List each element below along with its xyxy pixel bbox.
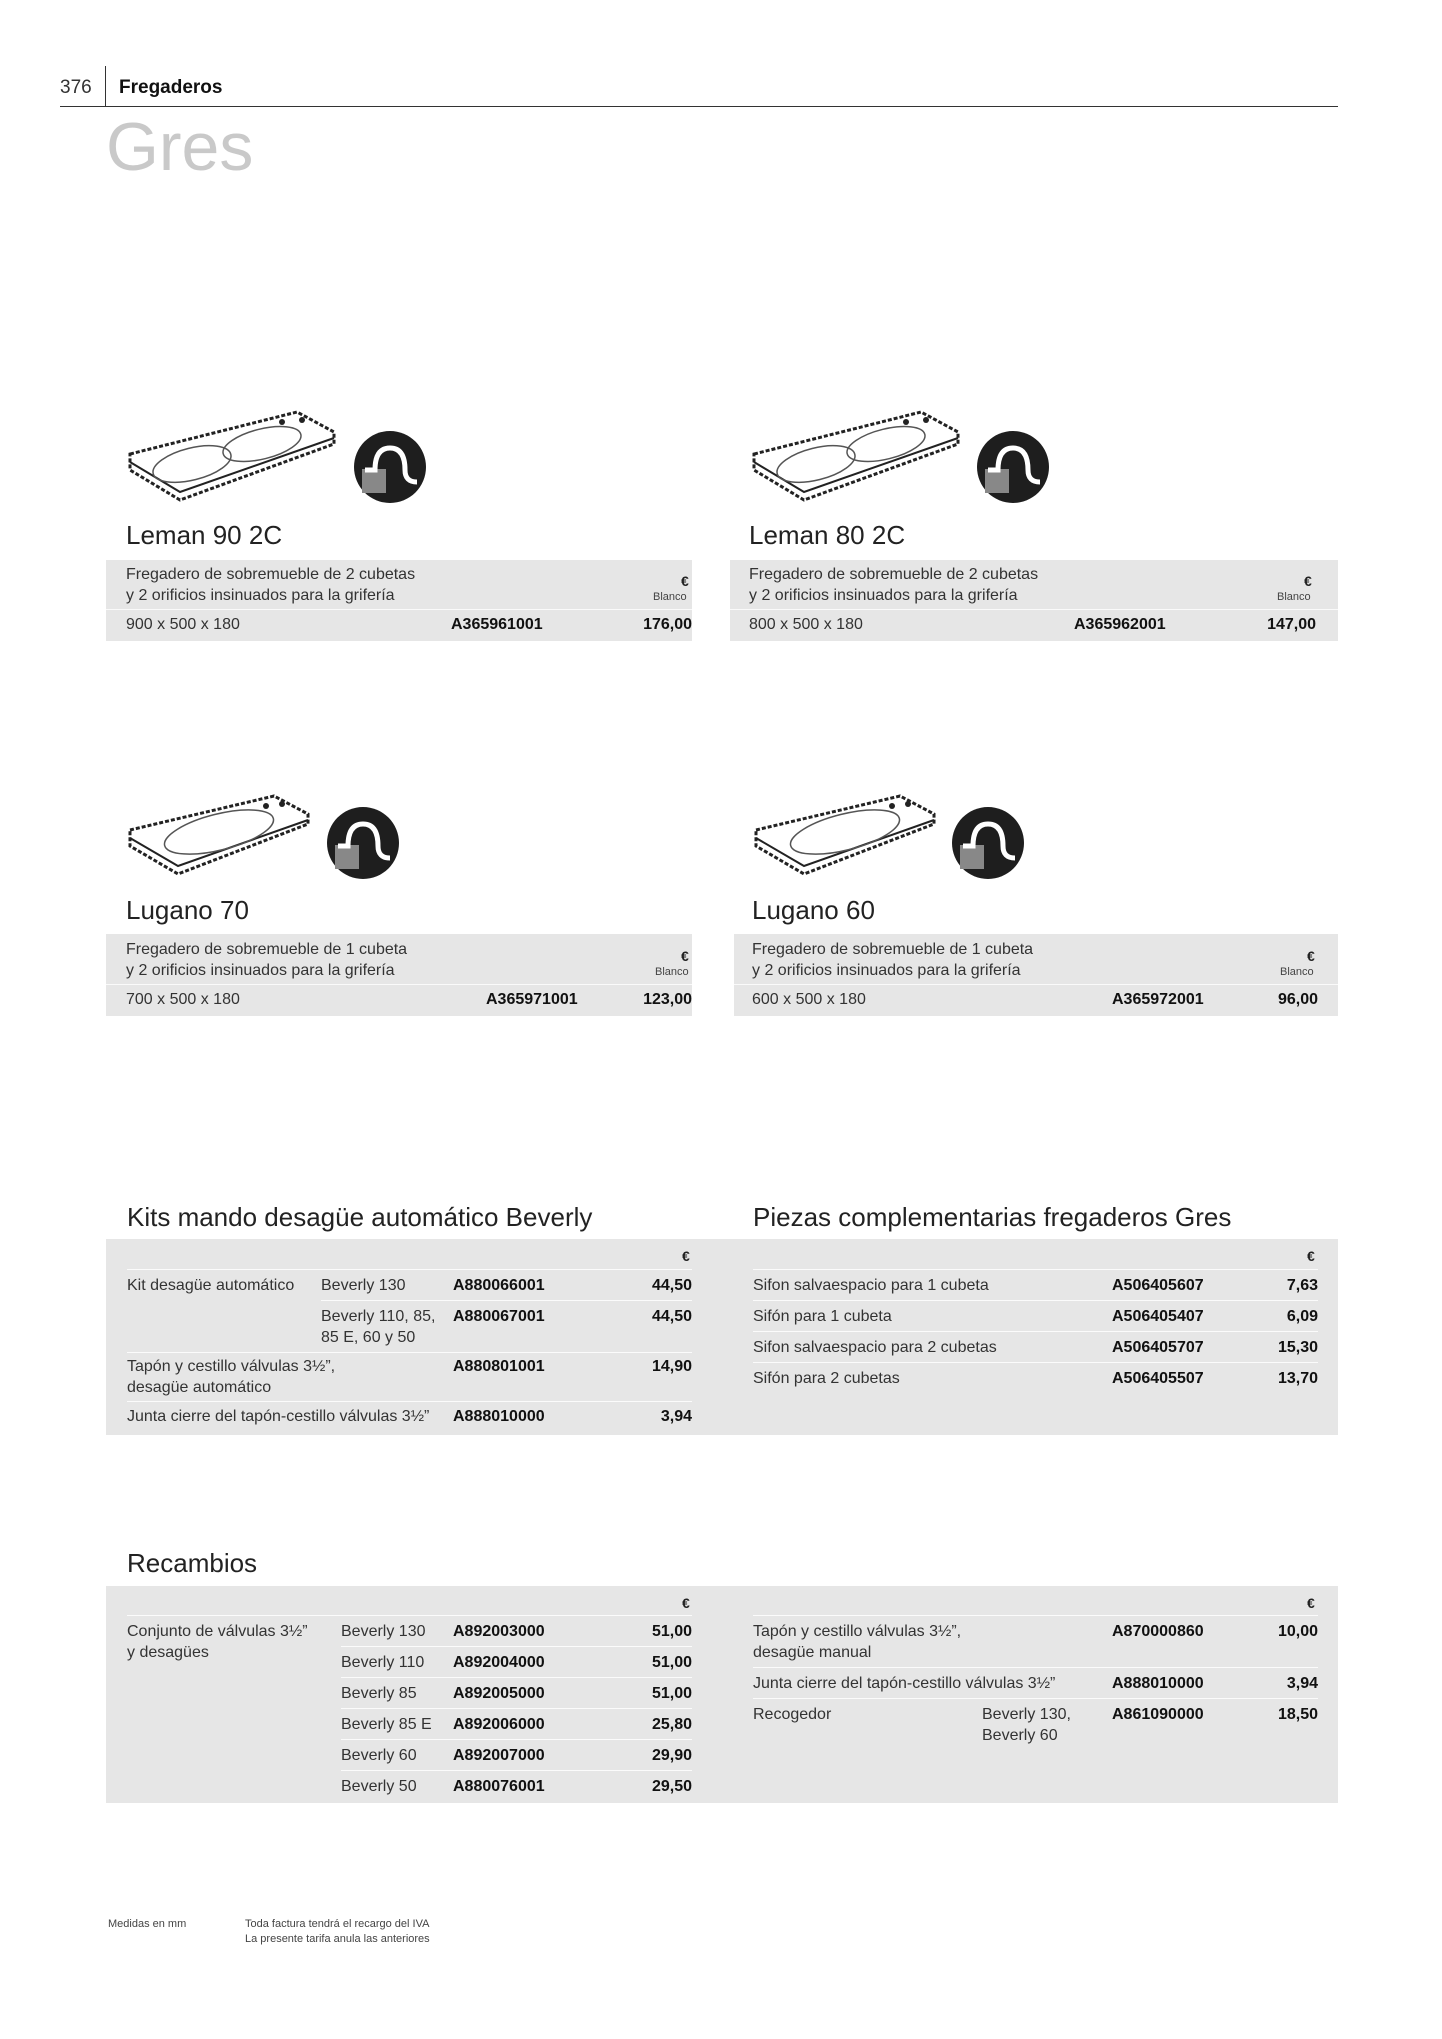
- sink-single-bowl-image: [750, 790, 940, 885]
- table-cell-model: Beverly 50: [341, 1778, 417, 1795]
- row-divider: [753, 1362, 1318, 1363]
- table-cell-reference: A506405707: [1112, 1339, 1204, 1356]
- row-divider: [753, 1667, 1318, 1668]
- table-cell-description: Sifon salvaespacio para 1 cubeta: [753, 1277, 989, 1294]
- currency-label: €: [1307, 948, 1315, 964]
- currency-label: €: [681, 573, 689, 589]
- table-cell-reference: A506405607: [1112, 1277, 1204, 1294]
- table-cell-description: Tapón y cestillo válvulas 3½”,: [127, 1358, 336, 1375]
- row-divider: [753, 1331, 1318, 1332]
- finish-label: Blanco: [1277, 591, 1311, 603]
- product-description-line2: y 2 orificios insinuados para la grifería: [752, 962, 1021, 979]
- row-divider: [127, 1615, 692, 1616]
- product-reference: A365971001: [486, 991, 578, 1008]
- row-divider: [734, 984, 1338, 985]
- table-cell-model: Beverly 110, 85,: [321, 1308, 436, 1325]
- table-cell-price: 10,00: [1277, 1623, 1318, 1640]
- currency-label: €: [1307, 1595, 1315, 1611]
- currency-label: €: [1307, 1248, 1315, 1264]
- product-reference: A365962001: [1074, 616, 1166, 633]
- product-description-line1: Fregadero de sobremueble de 2 cubetas: [749, 566, 1039, 583]
- table-cell-description: Tapón y cestillo válvulas 3½”,: [753, 1623, 962, 1640]
- table-cell-reference: A892006000: [453, 1716, 545, 1733]
- row-divider: [341, 1708, 692, 1709]
- row-divider: [341, 1739, 692, 1740]
- product-reference: A365961001: [451, 616, 543, 633]
- table-cell-model: Beverly 130: [321, 1277, 406, 1294]
- header-separator: [105, 66, 106, 106]
- row-divider: [127, 1352, 692, 1353]
- product-price: 96,00: [1277, 991, 1318, 1008]
- row-divider: [106, 609, 692, 610]
- product-description-line2: y 2 orificios insinuados para la grifería: [126, 587, 395, 604]
- footer-note: Toda factura tendrá el recargo del IVA: [245, 1918, 430, 1930]
- table-cell-reference: A880076001: [453, 1778, 545, 1795]
- product-description-line1: Fregadero de sobremueble de 2 cubetas: [126, 566, 416, 583]
- currency-label: €: [1304, 573, 1312, 589]
- table-cell-price: 51,00: [651, 1685, 692, 1702]
- table-cell-description: Junta cierre del tapón-cestillo válvulas 3½”: [127, 1408, 430, 1425]
- sink-double-bowl-image: [746, 404, 966, 514]
- finish-label: Blanco: [1280, 966, 1314, 978]
- product-price: 176,00: [643, 616, 692, 633]
- finish-label: Blanco: [653, 591, 687, 603]
- table-cell-model: Beverly 85 E: [341, 1716, 432, 1733]
- table-cell-price: 6,09: [1286, 1308, 1318, 1325]
- finish-label: Blanco: [655, 966, 689, 978]
- footer-units: Medidas en mm: [108, 1918, 187, 1930]
- table-cell-reference: A506405407: [1112, 1308, 1204, 1325]
- table-cell-model: Beverly 60: [982, 1727, 1058, 1744]
- row-divider: [321, 1300, 692, 1301]
- product-description-line1: Fregadero de sobremueble de 1 cubeta: [126, 941, 408, 958]
- row-divider: [127, 1401, 692, 1402]
- currency-label: €: [681, 948, 689, 964]
- product-dimensions: 600 x 500 x 180: [752, 991, 866, 1008]
- table-cell-price: 3,94: [1286, 1675, 1318, 1692]
- row-divider: [753, 1269, 1318, 1270]
- table-cell-reference: A880067001: [453, 1308, 545, 1325]
- product-name: Lugano 70: [126, 895, 249, 925]
- table-cell-reference: A888010000: [1112, 1675, 1204, 1692]
- table-cell-description: Recogedor: [753, 1706, 832, 1723]
- table-cell-reference: A888010000: [453, 1408, 545, 1425]
- table-cell-description: desagüe automático: [127, 1379, 272, 1396]
- row-divider: [753, 1300, 1318, 1301]
- product-description-line1: Fregadero de sobremueble de 1 cubeta: [752, 941, 1034, 958]
- table-cell-price: 29,50: [651, 1778, 692, 1795]
- table-cell-reference: A892007000: [453, 1747, 545, 1764]
- product-dimensions: 900 x 500 x 180: [126, 616, 240, 633]
- table-cell-description: Conjunto de válvulas 3½”: [127, 1623, 308, 1640]
- row-divider: [753, 1615, 1318, 1616]
- table-cell-price: 15,30: [1277, 1339, 1318, 1356]
- row-divider: [341, 1646, 692, 1647]
- table-cell-reference: A892004000: [453, 1654, 545, 1671]
- table-cell-model: Beverly 85: [341, 1685, 417, 1702]
- table-cell-description: Sifón para 1 cubeta: [753, 1308, 892, 1325]
- table-cell-price: 7,63: [1286, 1277, 1318, 1294]
- product-name: Lugano 60: [752, 895, 875, 925]
- product-dimensions: 700 x 500 x 180: [126, 991, 240, 1008]
- section-title: Fregaderos: [119, 77, 223, 98]
- table-cell-price: 13,70: [1277, 1370, 1318, 1387]
- table-cell-price: 44,50: [651, 1308, 692, 1325]
- table-cell-model: 85 E, 60 y 50: [321, 1329, 416, 1346]
- row-divider: [106, 984, 692, 985]
- spares-table: [106, 1586, 1338, 1803]
- table-cell-model: Beverly 130,: [982, 1706, 1071, 1723]
- product-dimensions: 800 x 500 x 180: [749, 616, 863, 633]
- sink-single-bowl-image: [124, 790, 314, 885]
- table-cell-description: Sifón para 2 cubetas: [753, 1370, 900, 1387]
- row-divider: [341, 1770, 692, 1771]
- currency-label: €: [682, 1248, 690, 1264]
- table-cell-description: desagüe manual: [753, 1644, 872, 1661]
- header-rule: [60, 106, 1338, 107]
- row-divider: [127, 1269, 692, 1270]
- table-cell-price: 29,90: [651, 1747, 692, 1764]
- siphon-icon: [353, 430, 427, 504]
- product-name: Leman 80 2C: [749, 520, 906, 550]
- table-cell-reference: A880066001: [453, 1277, 545, 1294]
- table-cell-reference: A880801001: [453, 1358, 545, 1375]
- table-cell-model: Beverly 130: [341, 1623, 426, 1640]
- kits-section-title: Kits mando desagüe automático Beverly: [127, 1202, 593, 1232]
- table-cell-model: Beverly 60: [341, 1747, 417, 1764]
- table-cell-reference: A892005000: [453, 1685, 545, 1702]
- table-cell-price: 18,50: [1277, 1706, 1318, 1723]
- page-number: 376: [60, 77, 92, 98]
- table-cell-description: y desagües: [127, 1644, 209, 1661]
- siphon-icon: [951, 806, 1025, 880]
- table-cell-description: Junta cierre del tapón-cestillo válvulas 3½”: [753, 1675, 1056, 1692]
- row-divider: [753, 1698, 1318, 1699]
- product-description-line2: y 2 orificios insinuados para la grifería: [749, 587, 1018, 604]
- siphon-icon: [976, 430, 1050, 504]
- product-reference: A365972001: [1112, 991, 1204, 1008]
- table-cell-price: 25,80: [651, 1716, 692, 1733]
- table-cell-price: 44,50: [651, 1277, 692, 1294]
- siphon-icon: [326, 806, 400, 880]
- table-cell-model: Beverly 110: [341, 1654, 425, 1671]
- table-cell-reference: A506405507: [1112, 1370, 1204, 1387]
- table-cell-price: 51,00: [651, 1654, 692, 1671]
- table-cell-description: Kit desagüe automático: [127, 1277, 295, 1294]
- spares-section-title: Recambios: [127, 1548, 258, 1578]
- table-cell-price: 14,90: [651, 1358, 692, 1375]
- page-title: Gres: [106, 109, 254, 185]
- currency-label: €: [682, 1595, 690, 1611]
- table-cell-reference: A892003000: [453, 1623, 545, 1640]
- table-cell-price: 3,94: [660, 1408, 692, 1425]
- product-price: 123,00: [643, 991, 692, 1008]
- sink-double-bowl-image: [122, 404, 342, 514]
- product-price: 147,00: [1267, 616, 1316, 633]
- footer-note: La presente tarifa anula las anteriores: [245, 1933, 430, 1945]
- table-cell-price: 51,00: [651, 1623, 692, 1640]
- product-description-line2: y 2 orificios insinuados para la grifería: [126, 962, 395, 979]
- pieces-section-title: Piezas complementarias fregaderos Gres: [753, 1202, 1232, 1232]
- table-cell-reference: A870000860: [1112, 1623, 1204, 1640]
- table-cell-description: Sifon salvaespacio para 2 cubetas: [753, 1339, 997, 1356]
- row-divider: [341, 1677, 692, 1678]
- product-name: Leman 90 2C: [126, 520, 283, 550]
- row-divider: [730, 609, 1338, 610]
- table-cell-reference: A861090000: [1112, 1706, 1204, 1723]
